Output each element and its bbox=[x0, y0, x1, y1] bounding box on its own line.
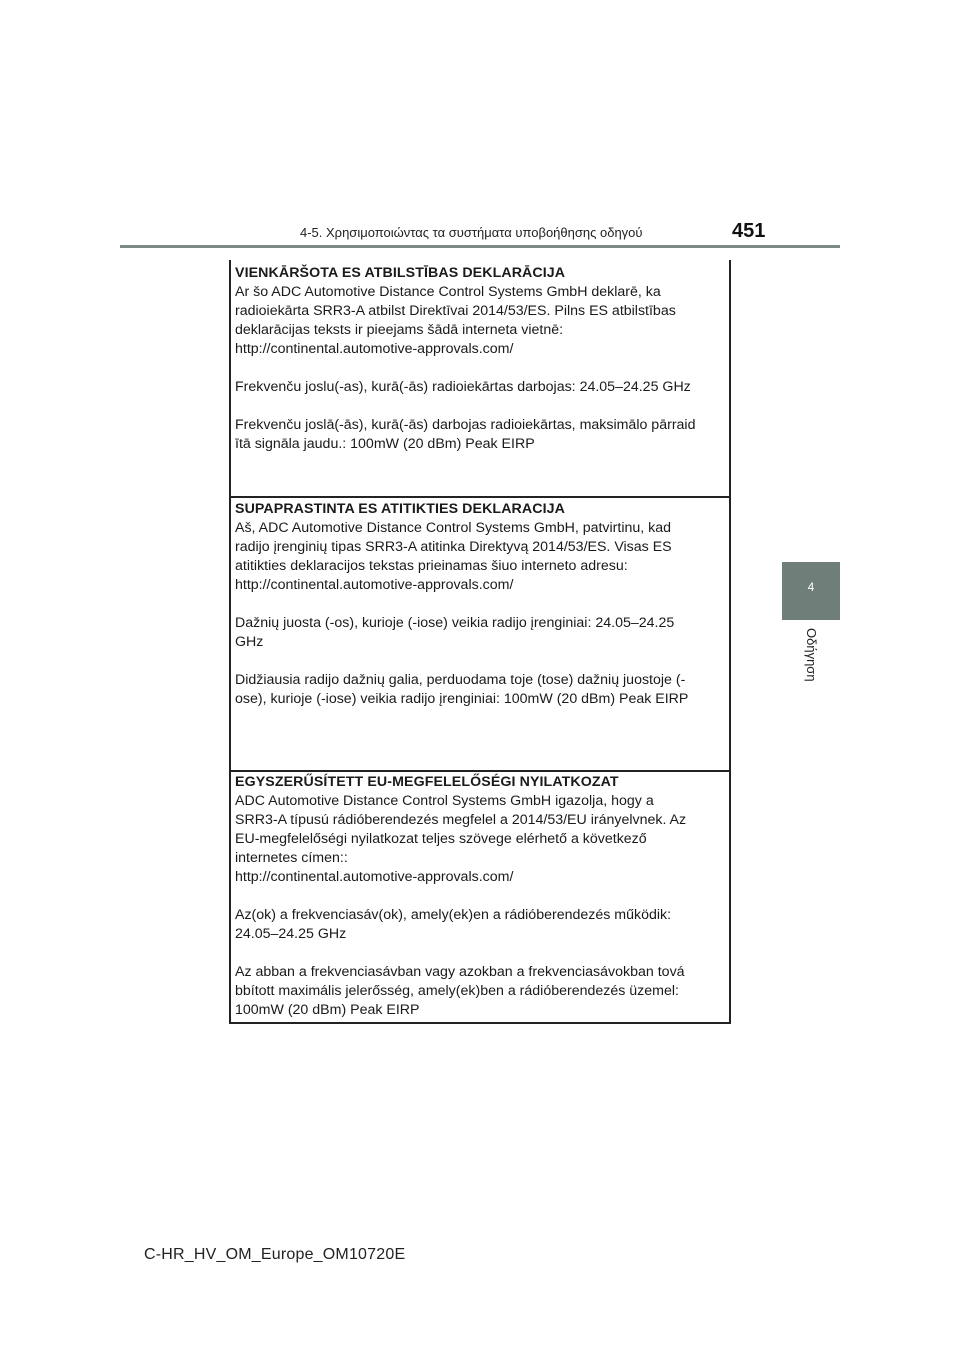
power-line: Frekvenču joslā(-ās), kurā(-ās) darbojas radioiekārtas, maksimālo pārraid bbox=[235, 417, 696, 433]
approval-url: http://continental.automotive-approvals.com/ bbox=[235, 869, 514, 885]
approval-url: http://continental.automotive-approvals.com/ bbox=[235, 577, 514, 593]
section-title: 4-5. Χρησιμοποιώντας τα συστήματα υποβοήθησης οδηγού bbox=[300, 225, 643, 240]
body-line: Ar šo ADC Automotive Distance Control Systems GmbH deklarē, ka bbox=[235, 284, 661, 300]
declaration-title: EGYSZERŰSÍTETT EU-MEGFELELŐSÉGI NYILATKOZAT bbox=[235, 774, 619, 790]
approval-url: http://continental.automotive-approvals.com/ bbox=[235, 341, 514, 357]
frequency-line: Frekvenču joslu(-as), kurā(-ās) radioiekārtas darbojas: 24.05–24.25 GHz bbox=[235, 379, 691, 395]
power-line: 100mW (20 dBm) Peak EIRP bbox=[235, 1002, 420, 1018]
frequency-line: GHz bbox=[235, 634, 264, 650]
declaration-lithuanian bbox=[231, 496, 729, 770]
body-line: atitikties deklaracijos tekstas prieinamas šiuo interneto adresu: bbox=[235, 558, 628, 574]
power-line: bbított maximális jelerősség, amely(ek)ben a rádióberendezés üzemel: bbox=[235, 983, 679, 999]
body-line: radioiekārta SRR3-A atbilst Direktīvai 2014/53/ES. Pilns ES atbilstības bbox=[235, 303, 676, 319]
body-line: SRR3-A típusú rádióberendezés megfelel a 2014/53/EU irányelvnek. Az bbox=[235, 812, 687, 828]
declaration-hungarian bbox=[231, 770, 729, 1022]
page-number: 451 bbox=[732, 220, 766, 242]
body-line: radijo įrenginių tipas SRR3-A atitinka Direktyvą 2014/53/ES. Visas ES bbox=[235, 539, 672, 555]
power-line: ose), kurioje (-iose) veikia radijo įrenginiai: 100mW (20 dBm) Peak EIRP bbox=[235, 691, 689, 707]
power-line: ītā signāla jaudu.: 100mW (20 dBm) Peak EIRP bbox=[235, 436, 535, 452]
frequency-line: 24.05–24.25 GHz bbox=[235, 926, 347, 942]
body-line: internetes címen:: bbox=[235, 850, 348, 866]
declaration-latvian bbox=[231, 264, 729, 496]
chapter-tab bbox=[782, 562, 840, 620]
frequency-line: Az(ok) a frekvenciasáv(ok), amely(ek)en a rádióberendezés működik: bbox=[235, 907, 672, 923]
body-line: deklarācijas teksts ir pieejams šādā interneta vietnē: bbox=[235, 322, 564, 338]
body-line: ADC Automotive Distance Control Systems GmbH igazolja, hogy a bbox=[235, 793, 654, 809]
chapter-label-container bbox=[786, 628, 836, 708]
power-line: Az abban a frekvenciasávban vagy azokban a frekvenciasávokban tová bbox=[235, 964, 685, 980]
chapter-label: Οδήγηση bbox=[804, 628, 819, 682]
frequency-line: Dažnių juosta (-os), kurioje (-iose) veikia radijo įrenginiai: 24.05–24.25 bbox=[235, 615, 675, 631]
power-line: Didžiausia radijo dažnių galia, perduodama toje (tose) dažnių juostoje (- bbox=[235, 672, 686, 688]
declaration-title: VIENKĀRŠOTA ES ATBILSTĪBAS DEKLARĀCIJA bbox=[235, 265, 566, 281]
declaration-title: SUPAPRASTINTA ES ATITIKTIES DEKLARACIJA bbox=[235, 501, 565, 517]
body-line: Aš, ADC Automotive Distance Control Systems GmbH, patvirtinu, kad bbox=[235, 520, 672, 536]
declaration-table bbox=[229, 260, 731, 1024]
header-divider bbox=[120, 245, 840, 248]
body-line: EU-megfelelőségi nyilatkozat teljes szövege elérhető a következő bbox=[235, 831, 647, 847]
chapter-number: 4 bbox=[807, 580, 815, 594]
document-code: C-HR_HV_OM_Europe_OM10720E bbox=[144, 1246, 406, 1263]
